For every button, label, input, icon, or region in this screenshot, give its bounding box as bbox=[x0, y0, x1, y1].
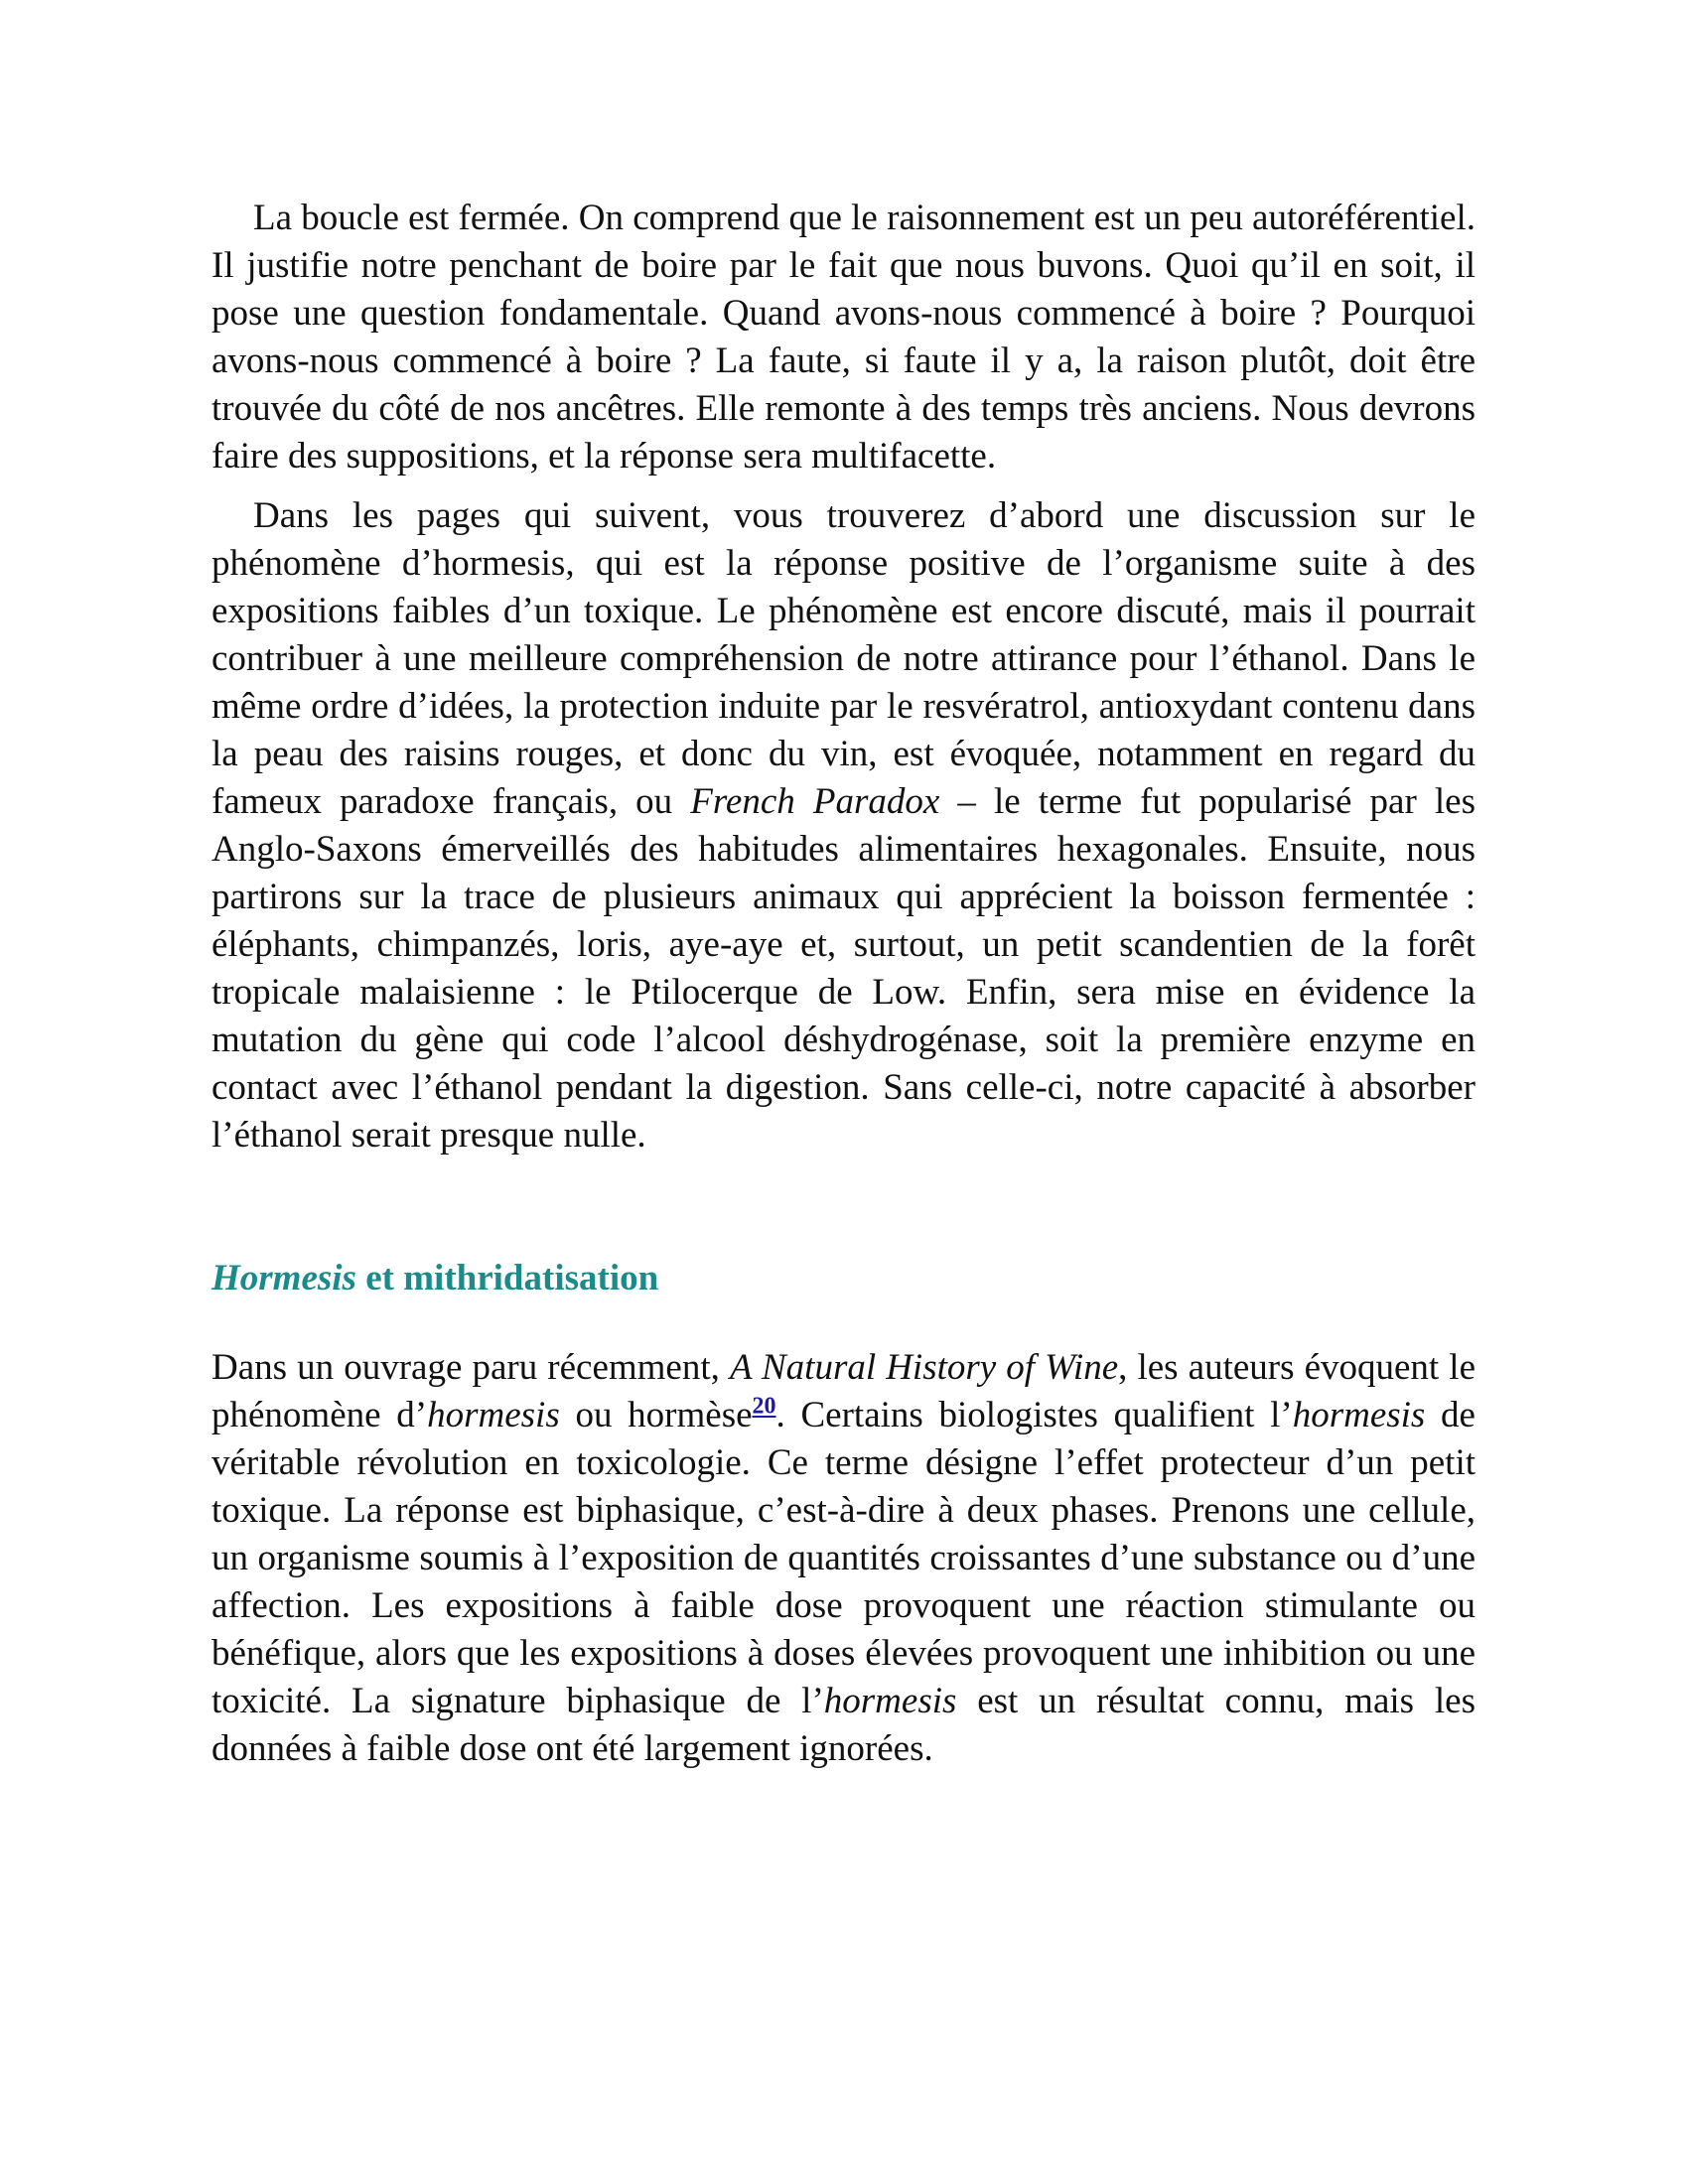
paragraph-overview-text-b: – le terme fut popularisé par les Anglo-Saxons émerveillés des habitudes alimentaires hexagonales. Ensuite, nous partirons sur la trace de plusieurs animaux qui apprécient la boisson fermentée : éléphants, chimpanzés, loris, aye-aye et, surtout, un petit scandentien de la forêt tropicale malaisienne : le Ptilocerque de Low. Enfin, sera mise en évidence la mutation du gène qui code l’alcool déshydrogénase, soit la première enzyme en contact avec l’éthanol pendant la digestion. Sans celle-ci, notre capacité à absorber l’éthanol serait presque nulle. bbox=[211, 781, 1476, 1156]
hormesis-term-3: hormesis bbox=[823, 1681, 957, 1721]
hormesis-text-6: est un résultat connu, mais les données à faible dose ont été largement ignorées. bbox=[211, 1681, 1476, 1769]
hormesis-text-1: Dans un ouvrage paru récemment, bbox=[211, 1347, 730, 1388]
book-title: A Natural History of Wine bbox=[729, 1347, 1119, 1388]
document-page bbox=[211, 195, 1476, 1773]
section-heading-italic: Hormesis bbox=[211, 1258, 356, 1298]
paragraph-overview bbox=[211, 492, 1476, 1160]
paragraph-intro-text: La boucle est fermée. On comprend que le raisonnement est un peu autoréférentiel. Il justifie notre penchant de boire par le fait que nous buvons. Quoi qu’il en soit, il pose une question fondamentale. Quand avons-nous commencé à boire ? Pourquoi avons-nous commencé à boire ? La faute, si faute il y a, la raison plutôt, doit être trouvée du côté de nos ancêtres. Elle remonte à des temps très anciens. Nous devrons faire des suppositions, et la réponse sera multifacette. bbox=[211, 198, 1476, 477]
paragraph-hormesis bbox=[211, 1344, 1476, 1773]
paragraph-overview-text-a: Dans les pages qui suivent, vous trouverez d’abord une discussion sur le phénomène d’hormesis, qui est la réponse positive de l’organisme suite à des expositions faibles d’un toxique. Le phénomène est encore discuté, mais il pourrait contribuer à une meilleure compréhension de notre attirance pour l’éthanol. Dans le même ordre d’idées, la protection induite par le resvératrol, antioxydant contenu dans la peau des raisins rouges, et donc du vin, est évoquée, notamment en regard du fameux paradoxe français, ou bbox=[211, 495, 1476, 822]
footnote-link-20[interactable]: 20 bbox=[752, 1393, 776, 1420]
hormesis-text-4: . Certains biologistes qualifient l’ bbox=[775, 1395, 1293, 1435]
section-heading bbox=[211, 1255, 1476, 1302]
paragraph-intro bbox=[211, 195, 1476, 480]
hormesis-text-2: , les auteurs évoquent le phénomène d’ bbox=[211, 1347, 1476, 1435]
french-paradox-term: French Paradox bbox=[690, 781, 940, 822]
hormesis-term-2: hormesis bbox=[1292, 1395, 1426, 1435]
hormesis-text-3: ou hormèse bbox=[559, 1395, 753, 1435]
hormesis-term-1: hormesis bbox=[427, 1395, 560, 1435]
hormesis-text-5: de véritable révolution en toxicologie. Ce terme désigne l’effet protecteur d’un petit toxique. La réponse est biphasique, c’est-à-dire à deux phases. Prenons une cellule, un organisme soumis à l’exposition de quantités croissantes d’une substance ou d’une affection. Les expositions à faible dose provoquent une réaction stimulante ou bénéfique, alors que les expositions à doses élevées provoquent une inhibition ou une toxicité. La signature biphasique de l’ bbox=[211, 1395, 1476, 1721]
section-heading-rest: et mithridatisation bbox=[355, 1258, 659, 1298]
